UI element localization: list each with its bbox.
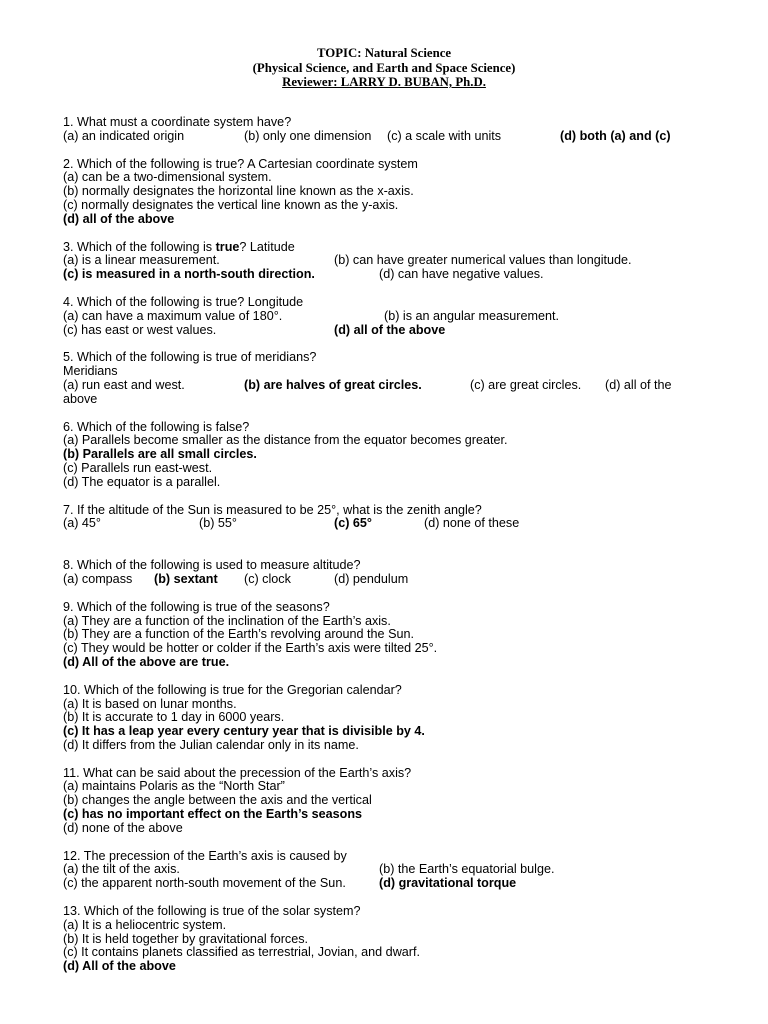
question-12 (63, 850, 703, 891)
question-6 (63, 421, 703, 490)
option-d: (d) none of these (424, 516, 520, 531)
option-c-answer: (c) It has a leap year every century year that is divisible by 4. (63, 724, 425, 739)
option-d-continued: above (63, 391, 98, 406)
question-10 (63, 684, 703, 753)
option-c: (c) a scale with units (387, 128, 502, 143)
question-stem-continued: Meridians (63, 364, 118, 379)
question-stem: 12. The precession of the Earth’s axis is caused by (63, 848, 347, 863)
question-stem: 5. Which of the following is true of meridians? (63, 350, 317, 365)
question-stem: 1. What must a coordinate system have? (63, 115, 292, 129)
option-b-answer: (b) Parallels are all small circles. (63, 447, 257, 462)
option-b: (b) the Earth’s equatorial bulge. (379, 862, 555, 877)
question-9 (63, 601, 703, 670)
option-row (63, 379, 703, 393)
option-c-answer: (c) 65° (334, 516, 372, 531)
option-a: (a) They are a function of the inclination of the Earth’s axis. (63, 613, 391, 628)
option-c: (c) Parallels run east-west. (63, 460, 213, 475)
option-d: (d) It differs from the Julian calendar only in its name. (63, 737, 359, 752)
option-row (63, 573, 703, 587)
option-a: (a) compass (63, 571, 133, 586)
option-b-answer: (b) are halves of great circles. (244, 377, 422, 392)
option-row (63, 130, 703, 144)
option-b: (b) It is accurate to 1 day in 6000 years. (63, 710, 285, 725)
option-b: (b) only one dimension (244, 128, 372, 143)
stem-emphasis: true (215, 239, 240, 254)
question-7 (63, 504, 703, 532)
option-d-answer: (d) All of the above are true. (63, 654, 230, 669)
option-d: (d) all of the (605, 377, 672, 392)
option-b: (b) normally designates the horizontal line known as the x-axis. (63, 184, 414, 199)
option-b-answer: (b) sextant (154, 571, 218, 586)
question-11 (63, 767, 703, 836)
option-c: (c) are great circles. (470, 377, 582, 392)
question-stem: 4. Which of the following is true? Longitude (63, 294, 304, 309)
option-c: (c) clock (244, 571, 291, 586)
option-a: (a) an indicated origin (63, 128, 185, 143)
option-d: (d) none of the above (63, 820, 183, 835)
option-d-answer: (d) all of the above (334, 322, 446, 337)
option-a: (a) maintains Polaris as the “North Star” (63, 779, 285, 794)
option-a: (a) 45° (63, 516, 101, 531)
option-c: (c) has east or west values. (63, 322, 217, 337)
question-stem: 7. If the altitude of the Sun is measured to be 25°, what is the zenith angle? (63, 502, 482, 517)
question-stem: 13. Which of the following is true of the solar system? (63, 904, 361, 919)
option-row (63, 324, 703, 338)
option-b: (b) can have greater numerical values than longitude. (334, 253, 632, 268)
option-a: (a) the tilt of the axis. (63, 862, 180, 877)
option-row (63, 310, 703, 324)
question-stem: 6. Which of the following is false? (63, 419, 250, 434)
option-row (63, 877, 703, 891)
question-4 (63, 296, 703, 337)
option-c-answer: (c) has no important effect on the Earth’s seasons (63, 807, 363, 822)
option-a: (a) is a linear measurement. (63, 253, 220, 268)
question-stem: 11. What can be said about the precession of the Earth’s axis? (63, 765, 412, 780)
question-2 (63, 158, 703, 227)
question-13 (63, 905, 703, 974)
option-d: (d) can have negative values. (379, 267, 544, 282)
option-d-answer: (d) gravitational torque (379, 876, 517, 891)
option-d: (d) pendulum (334, 571, 409, 586)
option-b: (b) They are a function of the Earth’s revolving around the Sun. (63, 627, 414, 642)
option-a: (a) can be a two-dimensional system. (63, 170, 272, 185)
option-b: (b) changes the angle between the axis and the vertical (63, 793, 372, 808)
topic-title: TOPIC: Natural Science (316, 46, 452, 60)
option-c: (c) normally designates the vertical line known as the y-axis. (63, 197, 399, 212)
option-b: (b) is an angular measurement. (384, 308, 559, 323)
question-list (63, 116, 703, 974)
question-stem: 2. Which of the following is true? A Cartesian coordinate system (63, 156, 418, 171)
document-header (0, 46, 768, 90)
stem-text: ? Latitude (239, 239, 295, 254)
question-8 (63, 559, 703, 587)
option-d-answer: (d) both (a) and (c) (560, 128, 671, 143)
option-a: (a) run east and west. (63, 377, 185, 392)
question-stem (63, 241, 703, 255)
question-1 (63, 116, 703, 144)
option-c: (c) They would be hotter or colder if the Earth’s axis were tilted 25°. (63, 641, 438, 656)
option-d: (d) The equator is a parallel. (63, 474, 221, 489)
reviewer-line: Reviewer: LARRY D. BUBAN, Ph.D. (282, 75, 486, 89)
option-row (63, 517, 703, 531)
question-stem: 10. Which of the following is true for the Gregorian calendar? (63, 682, 402, 697)
option-a: (a) can have a maximum value of 180°. (63, 308, 283, 323)
stem-text: 3. Which of the following is (63, 239, 216, 254)
question-stem: 9. Which of the following is true of the seasons? (63, 599, 330, 614)
option-a: (a) Parallels become smaller as the distance from the equator becomes greater. (63, 433, 508, 448)
option-row (63, 268, 703, 282)
option-d-answer: (d) all of the above (63, 211, 175, 226)
option-c: (c) the apparent north-south movement of the Sun. (63, 876, 346, 891)
option-row (63, 863, 703, 877)
question-5 (63, 351, 703, 406)
option-d-answer: (d) All of the above (63, 959, 176, 974)
option-c: (c) It contains planets classified as terrestrial, Jovian, and dwarf. (63, 945, 420, 960)
question-3 (63, 241, 703, 282)
option-a: (a) It is based on lunar months. (63, 696, 237, 711)
option-b: (b) 55° (199, 516, 237, 531)
option-row (63, 254, 703, 268)
option-a: (a) It is a heliocentric system. (63, 917, 227, 932)
topic-subtitle: (Physical Science, and Earth and Space Science) (252, 60, 516, 75)
option-b: (b) It is held together by gravitational forces. (63, 931, 309, 946)
question-stem: 8. Which of the following is used to measure altitude? (63, 558, 361, 573)
option-c-answer: (c) is measured in a north-south direction. (63, 267, 315, 282)
